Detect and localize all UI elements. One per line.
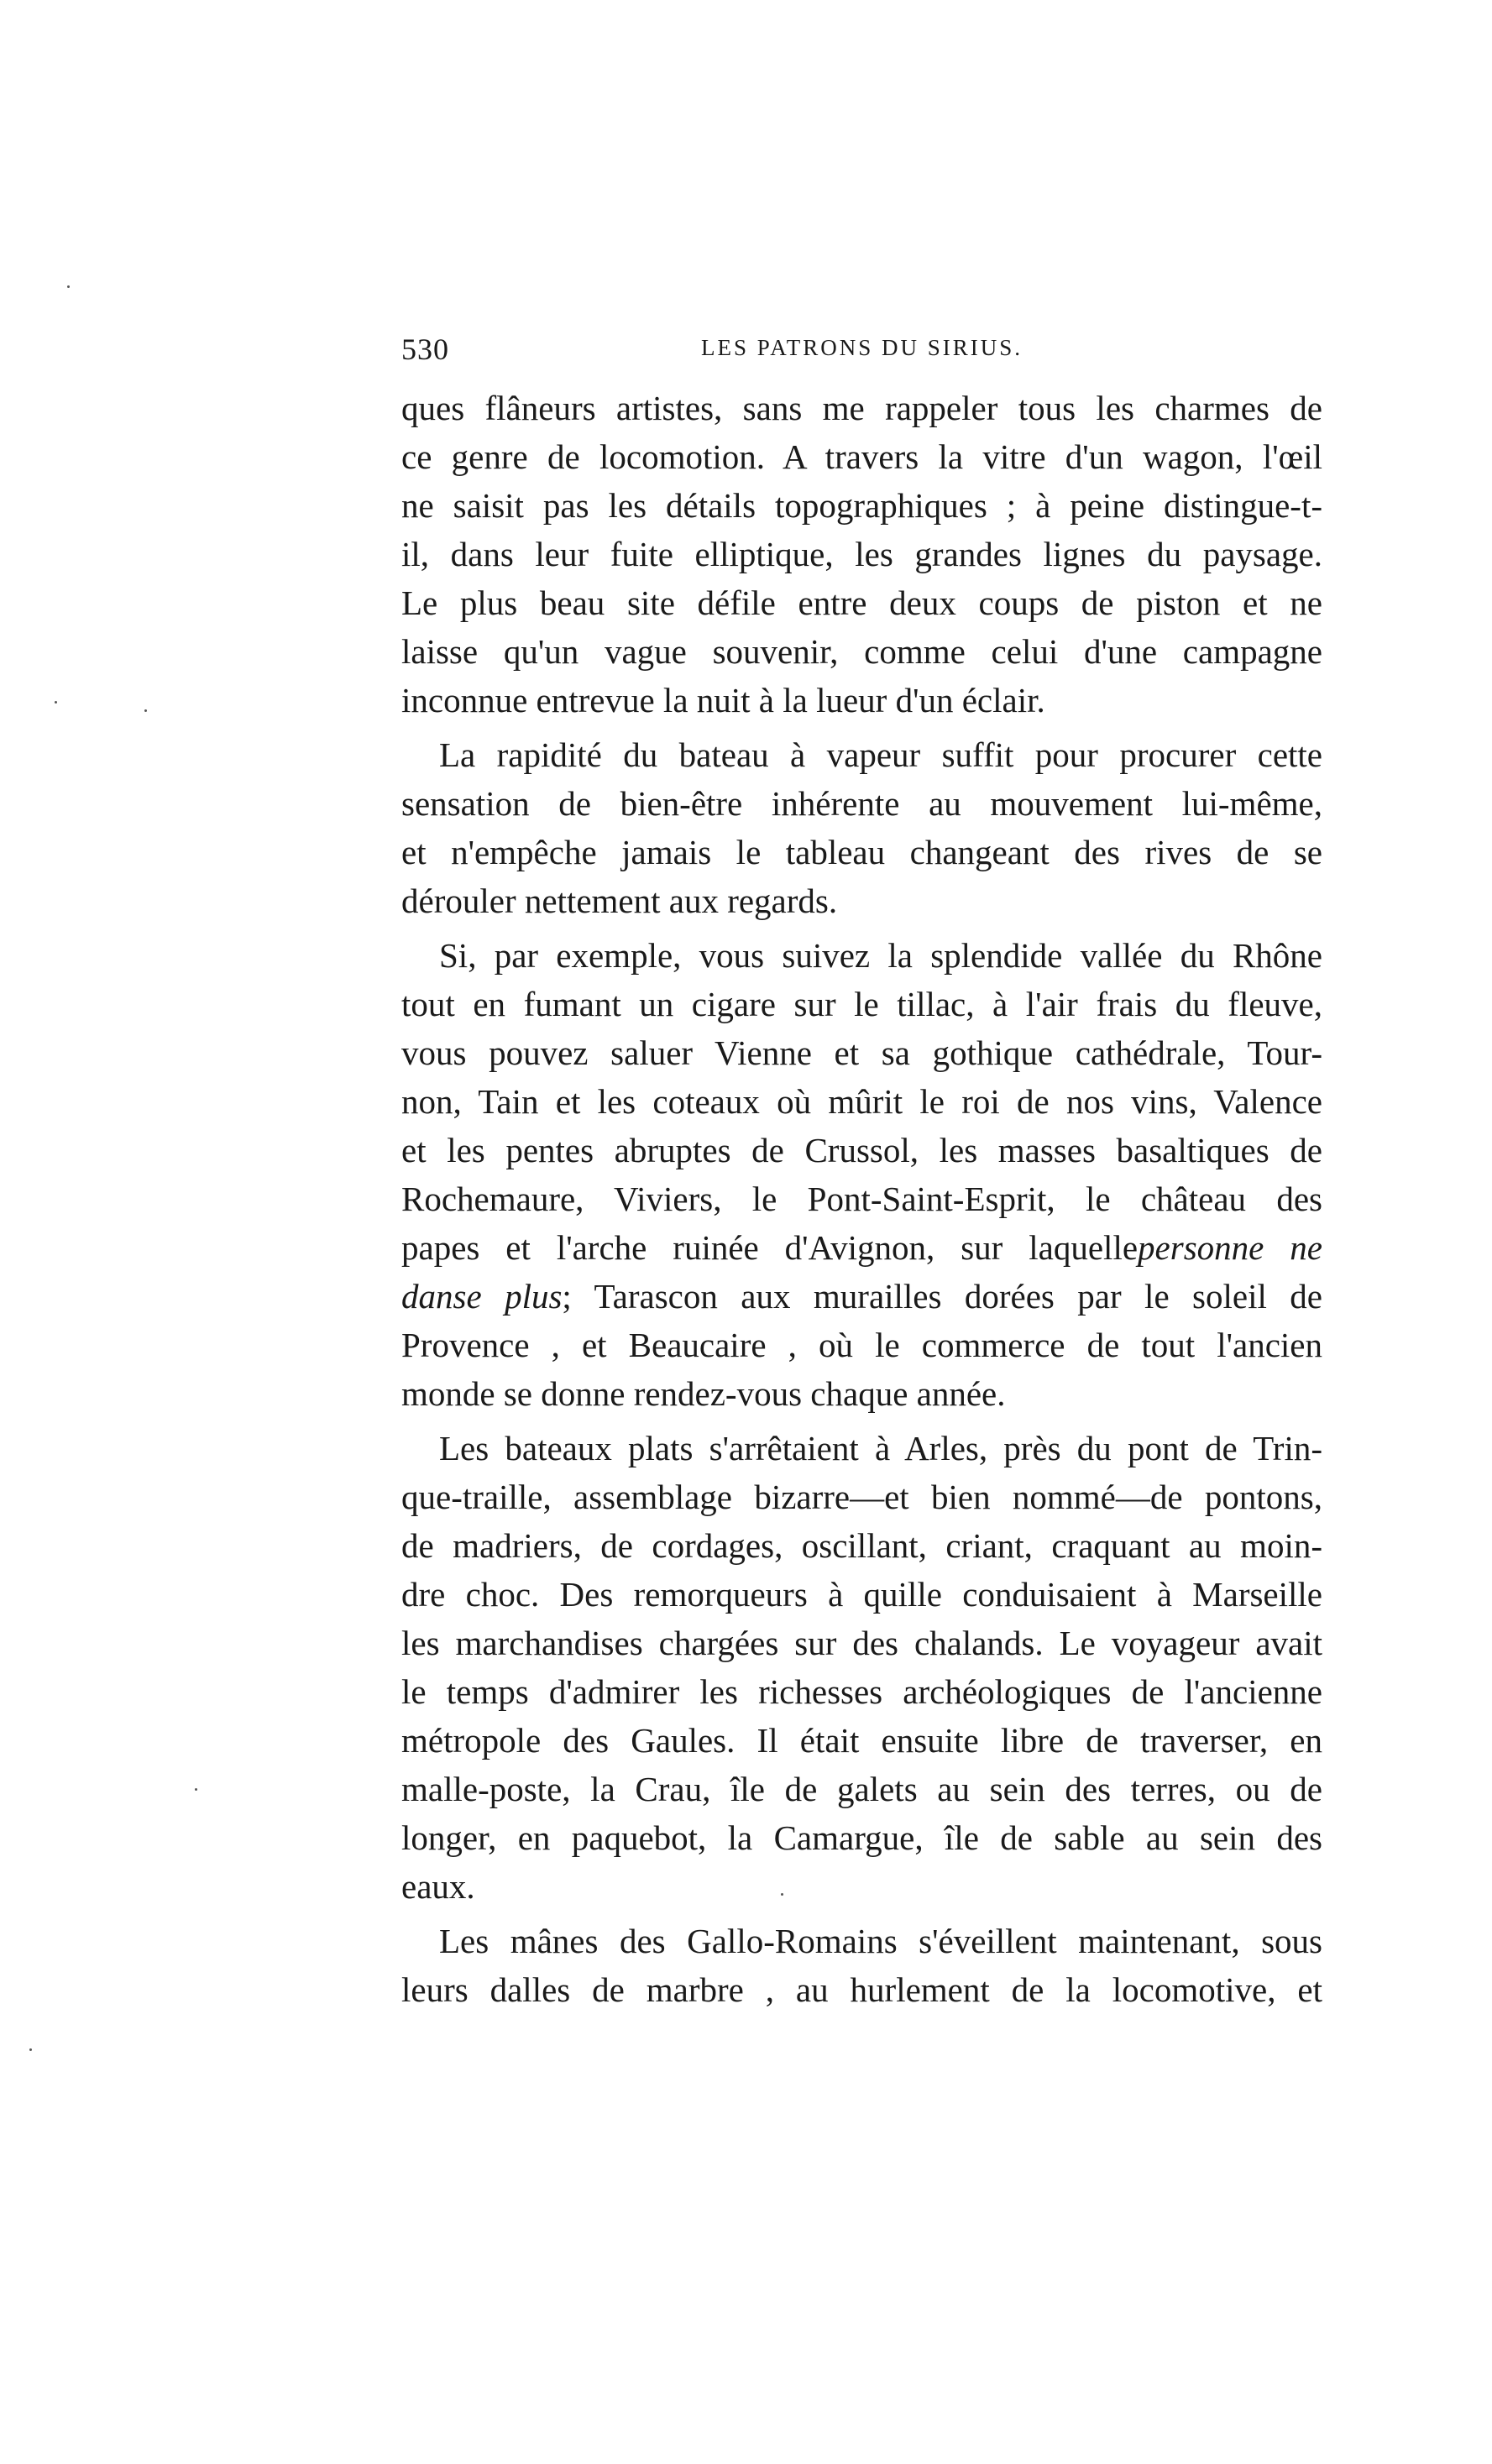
scan-speck <box>781 1893 783 1896</box>
text-line: Les mânes des Gallo-Romains s'éveillent maintenant, sous <box>439 1922 1322 1960</box>
italic-phrase: personne ne <box>1138 1228 1322 1267</box>
paragraph <box>401 1917 1322 2014</box>
text-line: ce genre de locomotion. A travers la vitre d'un wagon, l'œil <box>401 437 1322 476</box>
text-line: non, Tain et les coteaux où mûrit le roi de nos vins, Valence <box>401 1082 1322 1121</box>
text-line: inconnue entrevue la nuit à la lueur d'un éclair. <box>401 681 1045 719</box>
scan-speck <box>195 1788 197 1791</box>
text-line: leurs dalles de marbre , au hurlement de la locomotive, et <box>401 1970 1322 2009</box>
text-line: monde se donne rendez-vous chaque année. <box>401 1374 1006 1413</box>
text-line: le temps d'admirer les richesses archéologiques de l'ancienne <box>401 1672 1322 1711</box>
text-line: de madriers, de cordages, oscillant, criant, craquant au moin- <box>401 1526 1322 1565</box>
italic-phrase: danse plus <box>401 1277 563 1316</box>
text-line: eaux. <box>401 1867 475 1906</box>
text-line: vous pouvez saluer Vienne et sa gothique cathédrale, Tour- <box>401 1033 1322 1072</box>
text-line: ques flâneurs artistes, sans me rappeler tous les charmes de <box>401 389 1322 427</box>
text-line: que-traille, assemblage bizarre—et bien nommé—de pontons, <box>401 1478 1322 1516</box>
text-line: ne saisit pas les détails topographiques ; à peine distingue-t- <box>401 486 1322 525</box>
body-text <box>401 384 1322 2014</box>
text-line: les marchandises chargées sur des chalands. Le voyageur avait <box>401 1624 1322 1662</box>
text-line: dre choc. Des remorqueurs à quille conduisaient à Marseille <box>401 1575 1322 1614</box>
text-segment: papes et l'arche ruinée d'Avignon, sur laquelle <box>401 1228 1139 1267</box>
text-line: laisse qu'un vague souvenir, comme celui d'une campagne <box>401 632 1322 671</box>
text-line: Les bateaux plats s'arrêtaient à Arles, près du pont de Trin- <box>439 1429 1322 1467</box>
scan-speck <box>29 2048 32 2051</box>
text-line: Si, par exemple, vous suivez la splendide vallée du Rhône <box>439 936 1322 975</box>
text-line: il, dans leur fuite elliptique, les grandes lignes du paysage. <box>401 535 1322 573</box>
text-line: malle-poste, la Crau, île de galets au sein des terres, ou de <box>401 1770 1322 1808</box>
text-line: Rochemaure, Viviers, le Pont-Saint-Esprit, le château des <box>401 1180 1322 1218</box>
scan-speck <box>55 701 57 704</box>
text-line: métropole des Gaules. Il était ensuite libre de traverser, en <box>401 1721 1322 1760</box>
text-line: et n'empêche jamais le tableau changeant des rives de se <box>401 833 1322 871</box>
text-line: dérouler nettement aux regards. <box>401 881 838 920</box>
text-line: sensation de bien-être inhérente au mouvement lui-même, <box>401 784 1322 823</box>
text-segment: ; Tarascon aux murailles dorées par le soleil de <box>562 1277 1322 1316</box>
text-line: Provence , et Beaucaire , où le commerce de tout l'ancien <box>401 1326 1322 1364</box>
scan-speck <box>144 709 147 712</box>
paragraph <box>401 931 1322 1418</box>
paragraph <box>401 730 1322 925</box>
text-line <box>401 1272 1322 1321</box>
page-number: 530 <box>401 332 449 366</box>
paragraph <box>401 384 1322 725</box>
paragraph <box>401 1424 1322 1911</box>
text-line: Le plus beau site défile entre deux coups de piston et ne <box>401 583 1322 622</box>
text-line: et les pentes abruptes de Crussol, les masses basaltiques de <box>401 1131 1322 1169</box>
text-line <box>401 1223 1322 1272</box>
text-line: La rapidité du bateau à vapeur suffit pour procurer cette <box>439 735 1322 774</box>
scan-speck <box>67 285 70 288</box>
text-line: longer, en paquebot, la Camargue, île de sable au sein des <box>401 1818 1322 1857</box>
text-line: tout en fumant un cigare sur le tillac, à l'air frais du fleuve, <box>401 985 1322 1023</box>
page-header <box>401 332 1322 374</box>
running-head: LES PATRONS DU SIRIUS. <box>700 335 1023 360</box>
